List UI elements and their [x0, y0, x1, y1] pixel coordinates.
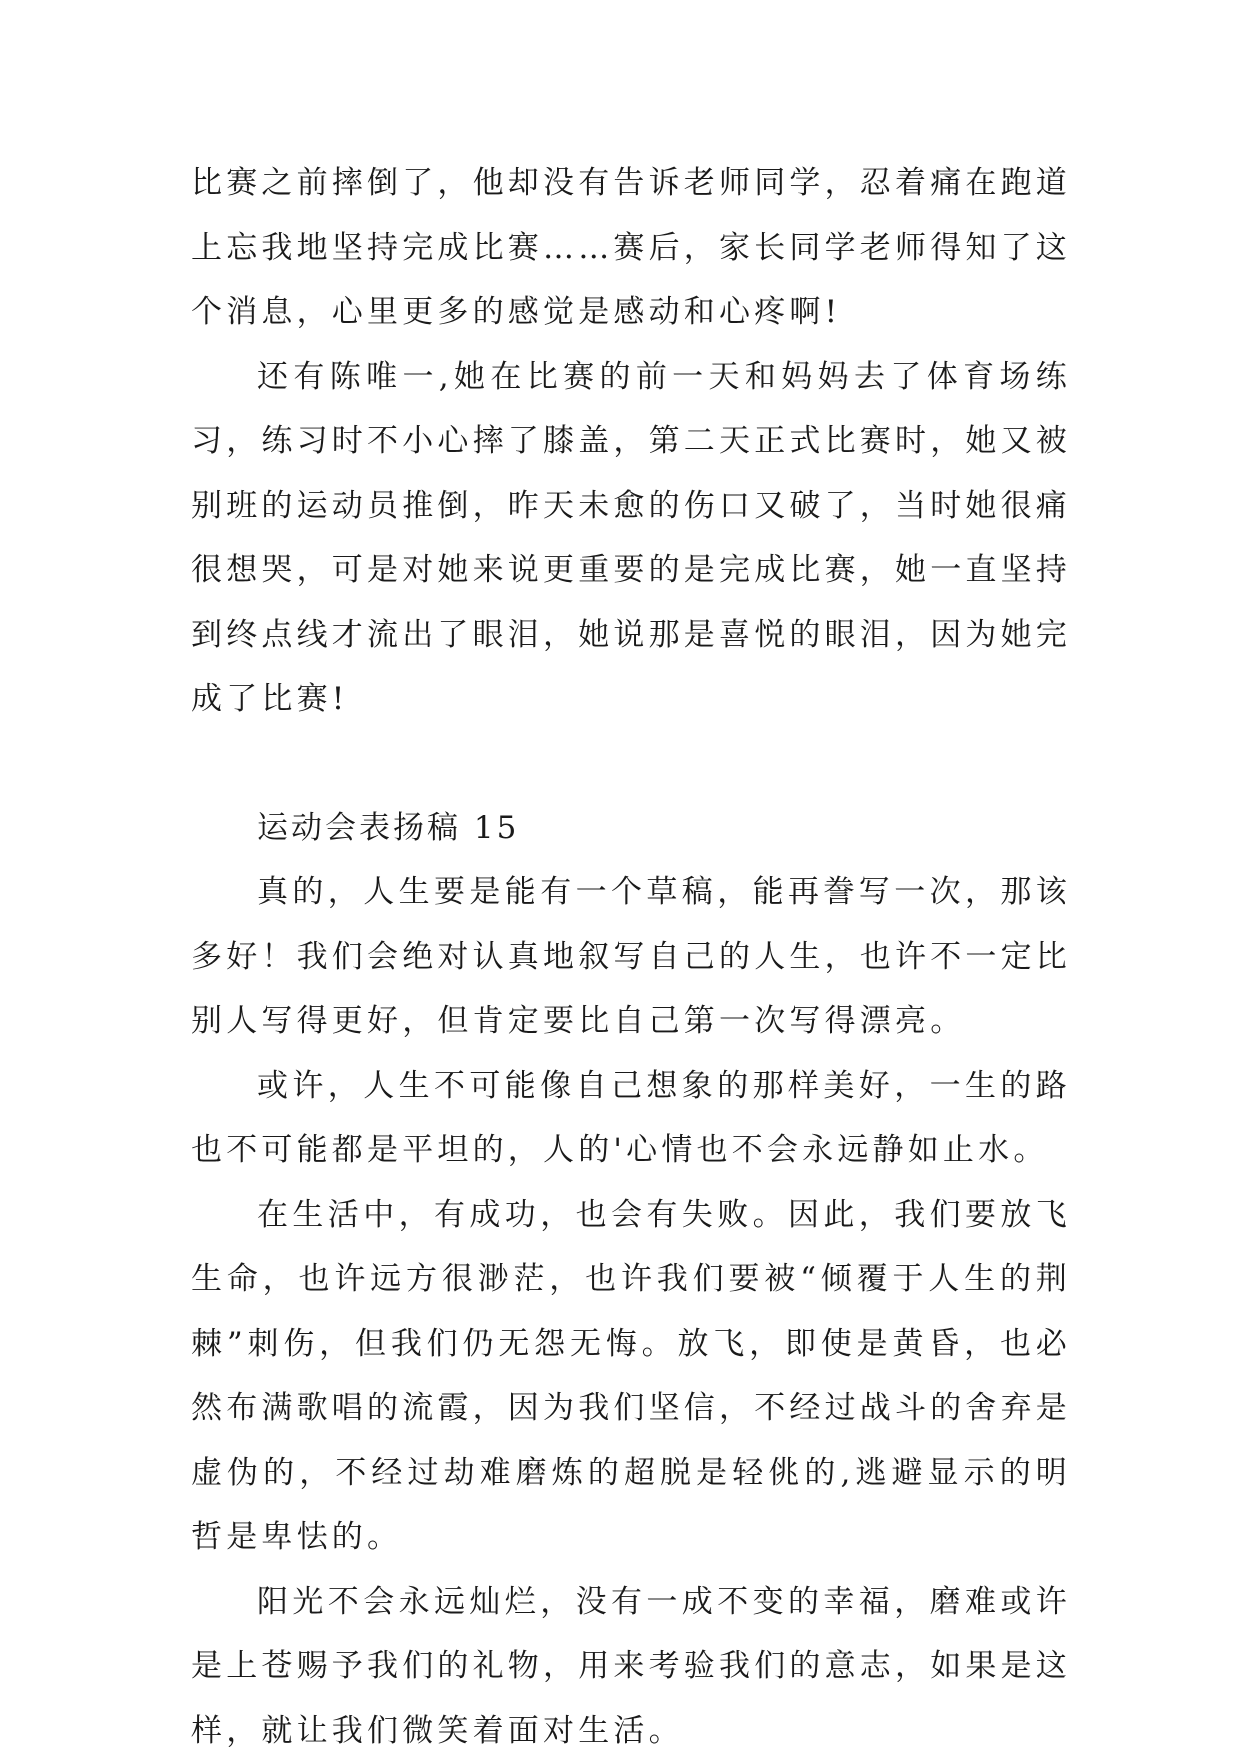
document-body [191, 151, 1071, 1763]
paragraph-success-failure: 在生活中，有成功，也会有失败。因此，我们要放飞生命，也许远方很渺茫，也许我们要被“倾覆于人生的荆棘”刺伤，但我们仍无怨无悔。放飞，即使是黄昏，也必然布满歌唱的流霞，因为我们坚信，不经过战斗的舍弃是虚伪的，不经过劫难磨炼的超脱是轻佻的,逃避显示的明哲是卑怯的。 [191, 1183, 1071, 1570]
paragraph-life-not-perfect: 或许，人生不可能像自己想象的那样美好，一生的路也不可能都是平坦的，人的'心情也不会永远静如止水。 [191, 1054, 1071, 1183]
paragraph-chen-weiyi: 还有陈唯一,她在比赛的前一天和妈妈去了体育场练习，练习时不小心摔了膝盖，第二天正式比赛时，她又被别班的运动员推倒，昨天未愈的伤口又破了，当时她很痛很想哭，可是对她来说更重要的是完成比赛，她一直坚持到终点线才流出了眼泪，她说那是喜悦的眼泪，因为她完成了比赛! [191, 345, 1071, 732]
paragraph-continued-story: 比赛之前摔倒了，他却没有告诉老师同学，忍着痛在跑道上忘我地坚持完成比赛……赛后，家长同学老师得知了这个消息，心里更多的感觉是感动和心疼啊! [191, 151, 1071, 345]
paragraph-sunshine: 阳光不会永远灿烂，没有一成不变的幸福，磨难或许是上苍赐予我们的礼物，用来考验我们的意志，如果是这样，就让我们微笑着面对生活。 [191, 1570, 1071, 1763]
section-title: 运动会表扬稿 15 [191, 796, 1071, 861]
paragraph-draft-of-life: 真的，人生要是能有一个草稿，能再誊写一次，那该多好！我们会绝对认真地叙写自己的人生，也许不一定比别人写得更好，但肯定要比自己第一次写得漂亮。 [191, 860, 1071, 1054]
